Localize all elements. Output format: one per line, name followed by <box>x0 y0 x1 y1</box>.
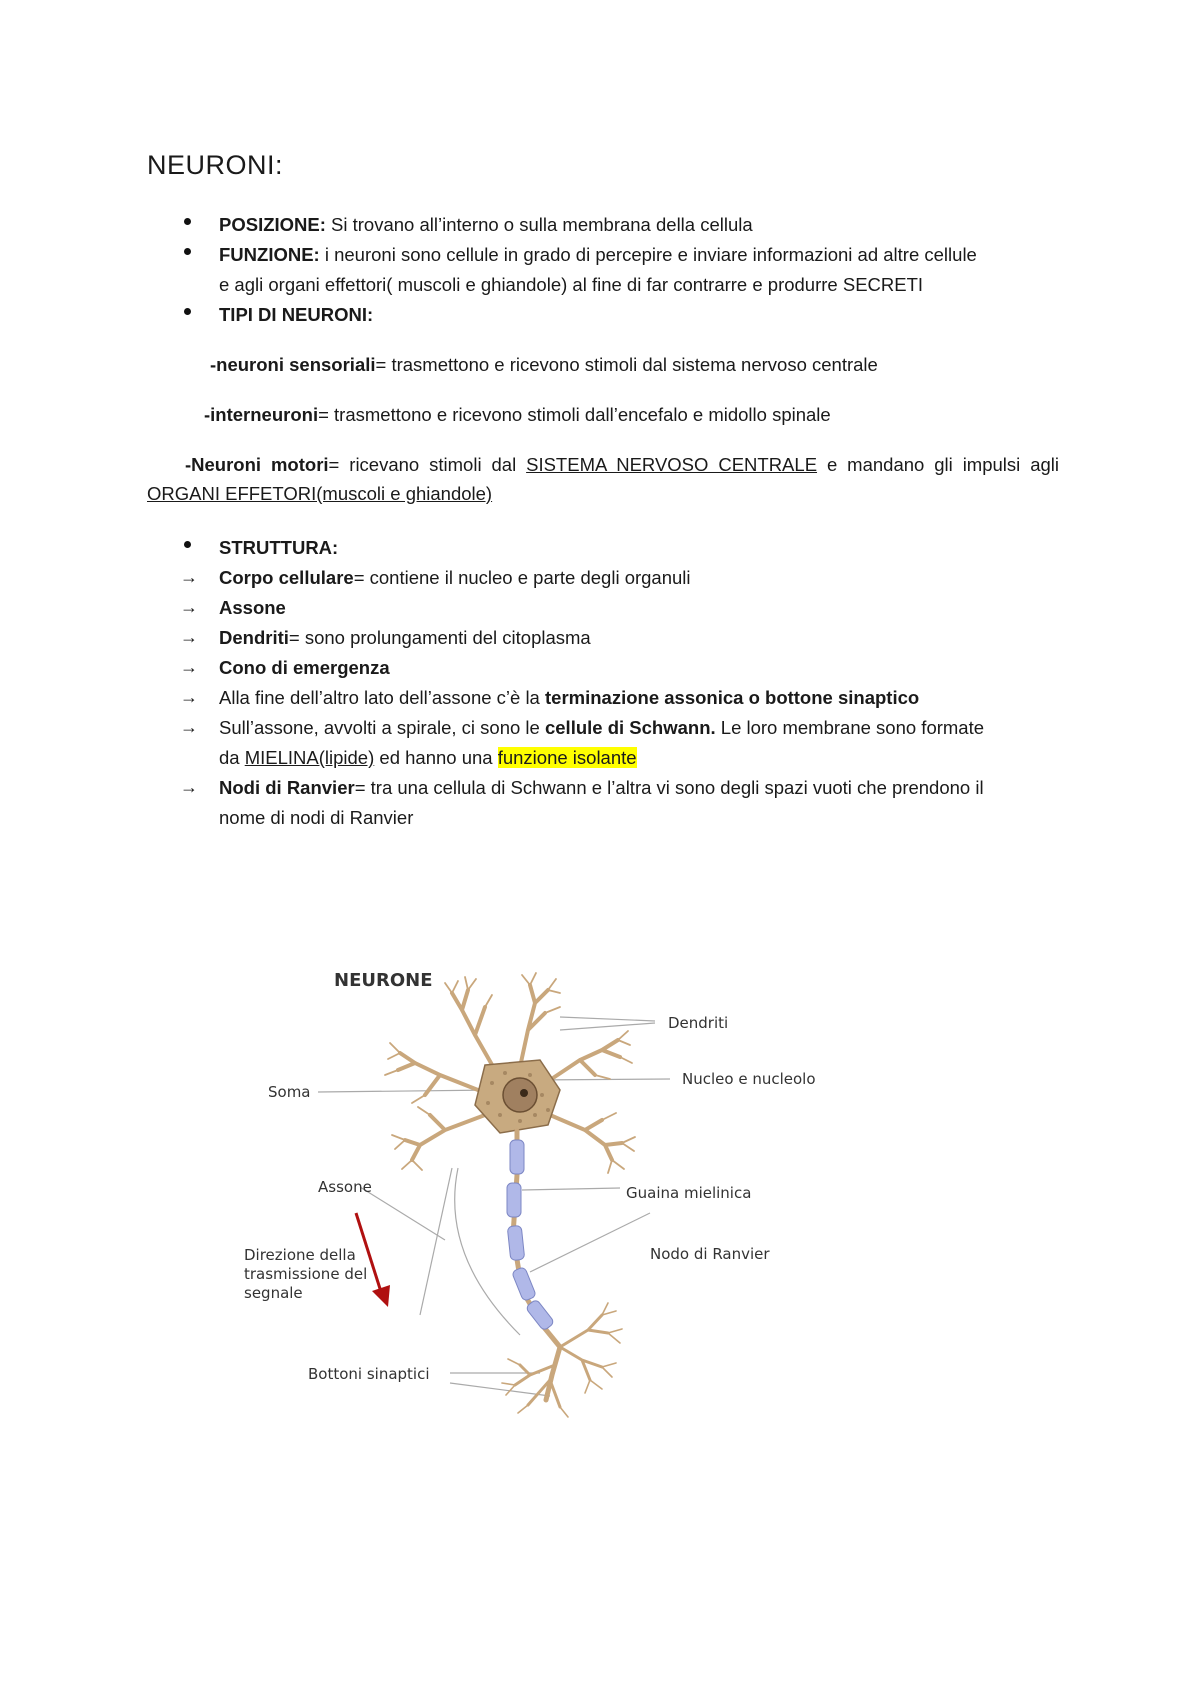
arrow-right-icon: → <box>180 567 198 587</box>
nucleus <box>503 1078 537 1112</box>
corpo-label: Corpo cellulare <box>219 567 354 588</box>
tipi-label: TIPI DI NEURONI: <box>219 304 374 325</box>
dendriti-line <box>219 623 591 652</box>
fine-bold: terminazione assonica o bottone sinaptico <box>545 687 920 708</box>
label-assone: Assone <box>318 1178 372 1196</box>
cono-line <box>219 653 390 682</box>
struttura-line <box>219 533 338 562</box>
funzione-line-2 <box>219 270 923 299</box>
interneuroni-label: -interneuroni <box>204 404 319 425</box>
struttura-label: STRUTTURA: <box>219 537 339 558</box>
bullet-icon <box>184 218 191 225</box>
bullet-icon <box>184 248 191 255</box>
sensoriali-text: = trasmettono e ricevono stimoli dal sistema nervoso centrale <box>375 354 878 375</box>
sensoriali-line <box>210 350 878 379</box>
schwann-text-4: ed hanno una <box>374 747 498 768</box>
label-bottoni: Bottoni sinaptici <box>308 1365 430 1383</box>
posizione-label: POSIZIONE: <box>219 214 326 235</box>
ranvier-text-1: = tra una cellula di Schwann e l’altra vi sono degli spazi vuoti che prendono il <box>354 777 984 798</box>
mielina-underline: MIELINA(lipide) <box>244 747 375 768</box>
label-nodo: Nodo di Ranvier <box>650 1245 770 1263</box>
schwann-line-1 <box>219 713 984 742</box>
arrow-right-icon: → <box>180 597 198 617</box>
sensoriali-label: -neuroni sensoriali <box>210 354 376 375</box>
label-dendriti: Dendriti <box>668 1014 729 1032</box>
myelin-sheath <box>507 1140 555 1331</box>
schwann-text-2: Le loro membrane sono formate <box>715 717 985 738</box>
motori-underline-2: ORGANI EFFETORI(muscoli e ghiandole) <box>147 483 493 504</box>
bullet-icon <box>184 541 191 548</box>
ranvier-label: Nodi di Ranvier <box>219 777 355 798</box>
posizione-text: Si trovano all’interno o sulla membrana della cellula <box>325 214 753 235</box>
ranvier-text-2: nome di nodi di Ranvier <box>219 807 414 828</box>
funzione-text-2: e agli organi effettori( muscoli e ghiandole) al fine di far contrarre e produrre SECRETI <box>219 274 924 295</box>
fine-line <box>219 683 919 712</box>
assone-label: Assone <box>219 597 286 618</box>
bullet-icon <box>184 308 191 315</box>
assone-line <box>219 593 286 622</box>
arrow-right-icon: → <box>180 687 198 707</box>
interneuroni-line <box>204 400 831 429</box>
posizione-line <box>219 210 753 239</box>
neuron-diagram <box>230 955 870 1425</box>
corpo-text: = contiene il nucleo e parte degli organuli <box>353 567 691 588</box>
schwann-bold: cellule di Schwann. <box>544 717 716 738</box>
motori-label: -Neuroni motori <box>185 454 329 475</box>
signal-direction-arrow <box>356 1213 390 1307</box>
label-guaina: Guaina mielinica <box>626 1184 752 1202</box>
schwann-text-1: Sull’assone, avvolti a spirale, ci sono le <box>219 717 545 738</box>
dendriti-text: = sono prolungamenti del citoplasma <box>288 627 591 648</box>
page-title: NEURONI: <box>147 150 284 180</box>
label-direzione-2: trasmissione del <box>244 1265 368 1283</box>
label-direzione-3: segnale <box>244 1284 303 1302</box>
label-soma: Soma <box>268 1083 311 1101</box>
fine-text: Alla fine dell’altro lato dell’assone c’è la <box>219 687 545 708</box>
label-nucleo: Nucleo e nucleolo <box>682 1070 816 1088</box>
arrow-right-icon: → <box>180 627 198 647</box>
interneuroni-text: = trasmettono e ricevono stimoli dall’encefalo e midollo spinale <box>318 404 831 425</box>
funzione-line-1 <box>219 240 977 269</box>
arrow-right-icon: → <box>180 717 198 737</box>
schwann-line-2 <box>219 743 637 772</box>
schwann-text-3: da <box>219 747 245 768</box>
arrow-right-icon: → <box>180 777 198 797</box>
motori-text-a: = ricevano stimoli dal <box>328 454 527 475</box>
funzione-text-1: i neuroni sono cellule in grado di percepire e inviare informazioni ad altre cellule <box>319 244 977 265</box>
corpo-line <box>219 563 691 592</box>
funzione-label: FUNZIONE: <box>219 244 320 265</box>
terminal-branches <box>502 1303 622 1417</box>
funzione-isolante-highlight: funzione isolante <box>497 747 637 768</box>
ranvier-line-1 <box>219 773 984 802</box>
cono-label: Cono di emergenza <box>219 657 390 678</box>
ranvier-line-2 <box>219 803 413 832</box>
tipi-line <box>219 300 373 329</box>
label-direzione-1: Direzione della <box>244 1246 356 1264</box>
motori-text-b: e mandano gli impulsi agli <box>817 454 1059 475</box>
arrow-right-icon: → <box>180 657 198 677</box>
motori-paragraph <box>147 450 1059 508</box>
motori-underline-1: SISTEMA NERVOSO CENTRALE <box>526 454 818 475</box>
dendriti-label: Dendriti <box>219 627 289 648</box>
diagram-title: NEURONE <box>334 970 433 991</box>
nucleolus <box>520 1089 528 1097</box>
